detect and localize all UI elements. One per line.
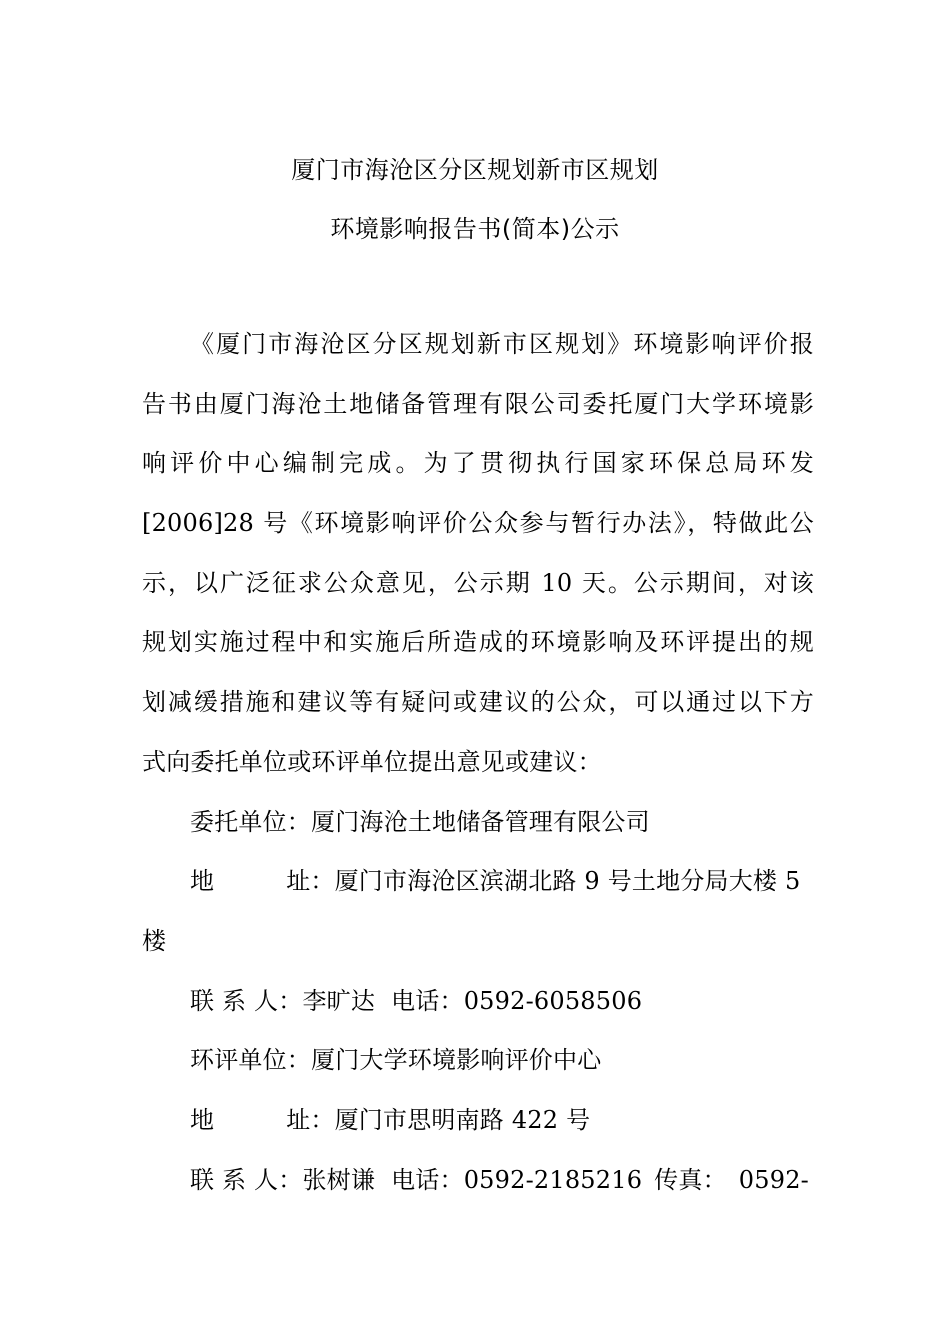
evaluator-address-label-a: 地	[190, 1105, 215, 1134]
client-address-row	[142, 863, 814, 923]
evaluator-fax-value: 0592-	[738, 1165, 809, 1194]
evaluator-unit-row	[142, 1042, 814, 1102]
evaluator-address-value: 厦门市思明南路 422 号	[334, 1105, 591, 1134]
evaluator-address-label-b: 址：	[286, 1105, 335, 1134]
evaluator-phone-label: 电话：	[391, 1165, 464, 1194]
document-title-line-1: 厦门市海沧区分区规划新市区规划	[291, 156, 659, 184]
body-text	[142, 326, 814, 1221]
client-contact-row	[142, 983, 814, 1043]
client-address-continuation: 楼	[142, 926, 167, 955]
body-line: 响评价中心编制完成。为了贯彻执行国家环保总局环发	[142, 449, 814, 478]
body-line: [2006]28 号《环境影响评价公众参与暂行办法》，特做此公	[142, 509, 814, 538]
client-phone-label: 电话：	[391, 986, 464, 1015]
client-address-label-a: 地	[190, 867, 215, 896]
client-unit-row	[142, 804, 814, 864]
body-line: 《厦门市海沧区分区规划新市区规划》环境影响评价报	[190, 330, 814, 358]
body-line: 式向委托单位或环评单位提出意见或建议：	[142, 747, 602, 776]
body-line: 告书由厦门海沧土地储备管理有限公司委托厦门大学环境影	[142, 389, 814, 418]
body-line: 示，以广泛征求公众意见，公示期 10 天。公示期间，对该	[142, 568, 814, 597]
evaluator-contact-value: 张树谦	[302, 1165, 376, 1194]
document-title-line-2: 环境影响报告书(简本)公示	[330, 215, 620, 243]
body-line: 规划实施过程中和实施后所造成的环境影响及环评提出的规	[142, 628, 814, 657]
client-contact-label: 联 系 人：	[190, 986, 303, 1015]
client-contact-value: 李旷达	[302, 986, 376, 1015]
evaluator-unit-label: 环评单位：	[190, 1046, 311, 1075]
client-unit-label: 委托单位：	[190, 807, 311, 836]
evaluator-fax-label: 传真：	[654, 1165, 727, 1194]
client-unit-value: 厦门海沧土地储备管理有限公司	[311, 807, 650, 836]
evaluator-unit-value: 厦门大学环境影响评价中心	[311, 1046, 602, 1075]
evaluator-contact-label: 联 系 人：	[190, 1165, 303, 1194]
evaluator-address-row	[142, 1102, 814, 1162]
evaluator-phone-value: 0592-2185216	[463, 1165, 643, 1194]
client-address-label-b: 址：	[286, 867, 335, 896]
body-line: 划减缓措施和建议等有疑问或建议的公众，可以通过以下方	[142, 688, 814, 717]
client-phone-value: 0592-6058506	[463, 986, 643, 1015]
evaluator-contact-row	[142, 1162, 814, 1222]
client-address-value: 厦门市海沧区滨湖北路 9 号土地分局大楼 5	[334, 867, 801, 896]
